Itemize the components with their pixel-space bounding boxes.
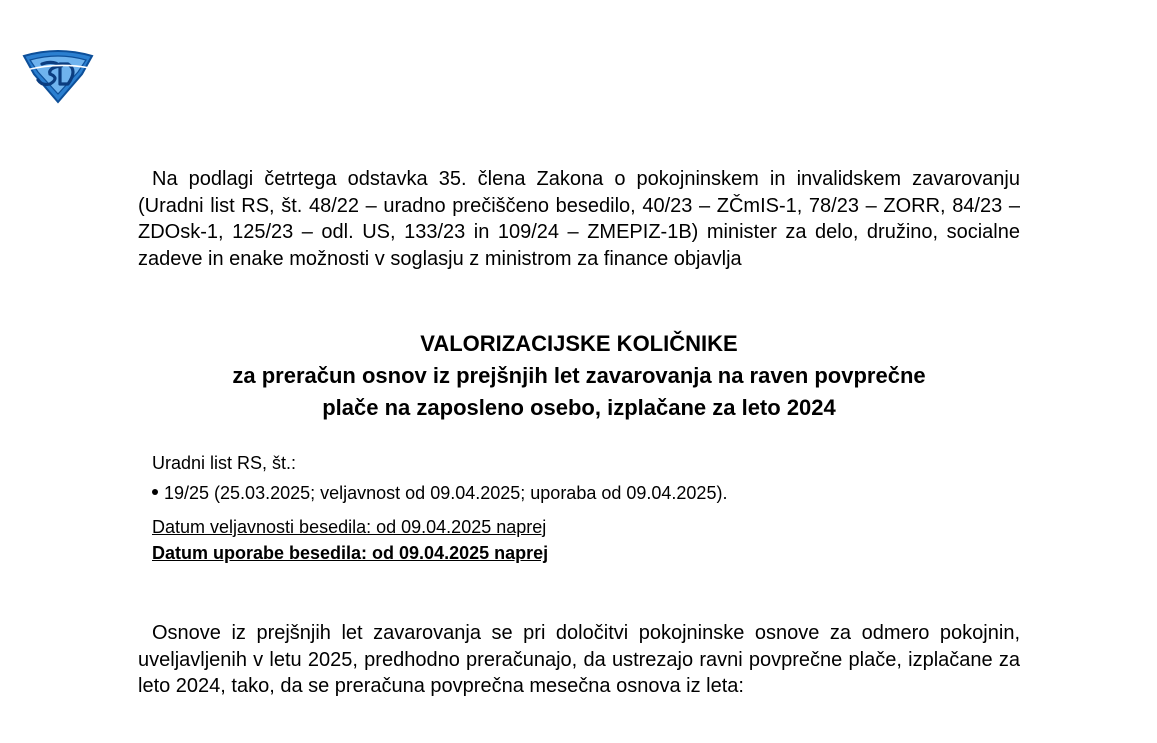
document-heading (138, 328, 1020, 424)
heading-subtitle-line-2: plače na zaposleno osebo, izplačane za leto 2024 (322, 395, 836, 420)
gazette-reference (152, 448, 727, 508)
application-date: Datum uporabe besedila: od 09.04.2025 naprej (152, 543, 549, 563)
validity-date: Datum veljavnosti besedila: od 09.04.2025 naprej (152, 517, 547, 537)
gazette-entry (152, 478, 727, 508)
bullet-icon (152, 489, 158, 495)
intro-text: Na podlagi četrtega odstavka 35. člena Zakona o pokojninskem in invalidskem zavarovanju (Uradni list RS, št. 48/22 – uradno prečiščeno besedilo, 40/23 – ZČmIS-1, 78/23 – ZORR, 84/23 – ZDOsk-1, 125/23 – odl. US, 133/23 in 109/24 – ZMEPIZ-1B) minister za delo, družino, socialne zadeve in enake možnosti v soglasju z ministrom za finance objavlja (138, 168, 1020, 270)
heading-title: VALORIZACIJSKE KOLIČNIKE (420, 331, 738, 356)
intro-paragraph (138, 166, 1020, 272)
validity-dates (152, 514, 548, 566)
zpiz-logo (20, 48, 96, 104)
gazette-entry-text: 19/25 (25.03.2025; veljavnost od 09.04.2025; uporaba od 09.04.2025). (164, 483, 728, 503)
logo-shield-icon (20, 48, 96, 104)
second-paragraph (138, 620, 1020, 700)
gazette-label: Uradni list RS, št.: (152, 453, 297, 473)
heading-subtitle-line-1: za preračun osnov iz prejšnjih let zavarovanja na raven povprečne (232, 363, 926, 388)
second-paragraph-text: Osnove iz prejšnjih let zavarovanja se pri določitvi pokojninske osnove za odmero pokojnin, uveljavljenih v letu 2025, predhodno preračunajo, da ustrezajo ravni povprečne plače, izplačane za leto 2024, tako, da se preračuna povprečna mesečna osnova iz leta: (138, 622, 1020, 697)
